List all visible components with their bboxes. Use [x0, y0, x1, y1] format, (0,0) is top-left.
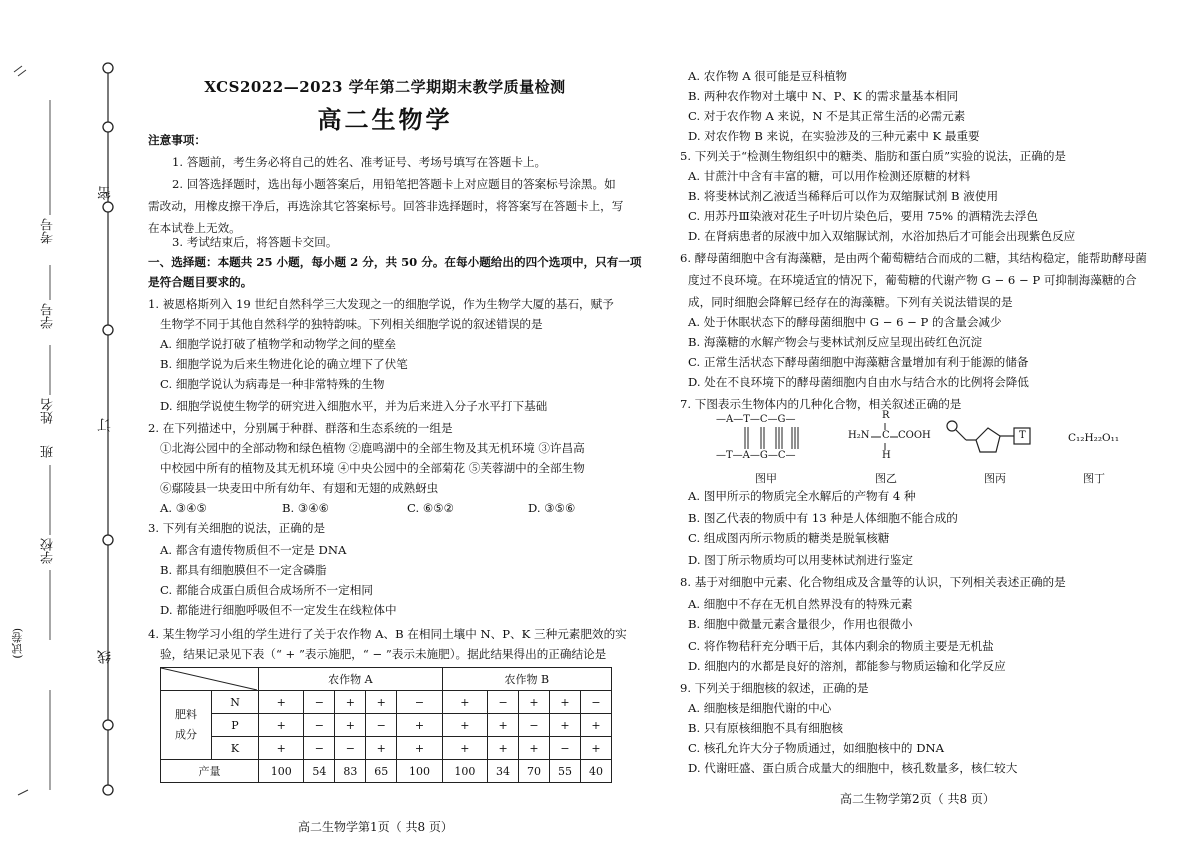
amino-group: H₂N — [848, 430, 870, 441]
q1-option: A. 细胞学说打破了植物学和动物学之间的壁垒 — [160, 337, 397, 351]
margin-mark-bind: 订 — [97, 418, 113, 432]
figure-ding-formula: C₁₂H₂₂O₁₁ — [1068, 432, 1120, 444]
margin-label-student-number: 学号 — [41, 303, 56, 329]
q2-stem: 2. 在下列描述中，分别属于种群、群落和生态系统的一组是 — [148, 421, 453, 435]
q8-option: B. 细胞中微量元素含量很少，作用也很微小 — [688, 617, 913, 631]
notice-line: 在本试卷上无效。 — [148, 221, 241, 235]
crop-b-header: 农作物 B — [442, 668, 611, 691]
page-footer-right: 高二生物学第2页（ 共8 页） — [840, 792, 995, 806]
notice-line: 3. 考试结束后，将答题卡交回。 — [172, 235, 338, 249]
amino-bonds — [848, 410, 928, 466]
q3-option: D. 都能进行细胞呼吸但不一定发生在线粒体中 — [160, 603, 397, 617]
q5-option: B. 将斐林试剂乙液适当稀释后可以作为双缩脲试剂 B 液使用 — [688, 189, 999, 203]
q2-option-b: B. ③④⑥ — [282, 501, 330, 515]
q7-option: B. 图乙代表的物质中有 13 种是人体细胞不能合成的 — [688, 511, 958, 525]
notice-line: 1. 答题前，考生务必将自己的姓名、准考证号、考场号填写在答题卡上。 — [172, 155, 547, 169]
table-cell: − — [488, 691, 519, 714]
page-footer-left: 高二生物学第1页（ 共8 页） — [298, 820, 453, 834]
q7-option: D. 图丁所示物质均可以用斐林试剂进行鉴定 — [688, 553, 913, 567]
element-cell: P — [212, 714, 259, 737]
figure-bing-caption: 图丙 — [984, 472, 1006, 485]
table-cell: 34 — [488, 760, 519, 783]
q4-option: B. 两种农作物对土壤中 N、P、K 的需求量基本相同 — [688, 89, 959, 103]
margin-mark-seal: 密 — [97, 186, 113, 200]
dna-strand-top: —A—T—C—G— — [716, 414, 796, 425]
table-cell: − — [304, 737, 335, 760]
q6-stem: 度过不良环境。在环境适宜的情况下，葡萄糖的代谢产物 G − 6 − P 可抑制海藻糖的合 — [688, 273, 1137, 287]
margin-label-name: 姓名 — [41, 398, 56, 424]
q4-option: A. 农作物 A 很可能是豆科植物 — [688, 69, 848, 83]
q1-stem: 生物学不同于其他自然科学的独特韵味。下列相关细胞学说的叙述错误的是 — [160, 317, 543, 331]
table-cell: + — [549, 691, 580, 714]
q8-option: D. 细胞内的水都是良好的溶剂，都能参与物质运输和化学反应 — [688, 659, 1006, 673]
fertilizer-label-line1: 肥料 — [175, 708, 197, 721]
q3-option: B. 都具有细胞膜但不一定含磷脂 — [160, 563, 327, 577]
q7-stem: 7. 下图表示生物体内的几种化合物，相关叙述正确的是 — [680, 397, 962, 411]
q6-option: A. 处于休眠状态下的酵母菌细胞中 G − 6 − P 的含量会减少 — [688, 315, 1002, 329]
q7-option: C. 组成图丙所示物质的糖类是脱氧核糖 — [688, 531, 890, 545]
table-cell: + — [580, 737, 611, 760]
table-cell: + — [488, 714, 519, 737]
fertilizer-label-line2: 成分 — [175, 728, 197, 741]
table-cell: − — [549, 737, 580, 760]
q8-option: C. 将作物秸秆充分晒干后，其体内剩余的物质主要是无机盐 — [688, 639, 994, 653]
q1-option: C. 细胞学说认为病毒是一种非常特殊的生物 — [160, 377, 385, 391]
notice-heading: 注意事项： — [148, 133, 206, 147]
dna-strand-bottom: —T—A—G—C— — [716, 450, 796, 461]
table-cell: + — [488, 737, 519, 760]
binding-margin — [0, 0, 130, 849]
q1-option: B. 细胞学说为后来生物进化论的确立埋下了伏笔 — [160, 357, 408, 371]
q9-option: C. 核孔允许大分子物质通过，如细胞核中的 DNA — [688, 741, 945, 755]
q6-stem: 成，同时细胞会降解已经存在的海藻糖。下列有关说法错误的是 — [688, 295, 1013, 309]
base-t-label: T — [1019, 430, 1026, 441]
table-cell: + — [442, 691, 487, 714]
q9-option: D. 代谢旺盛、蛋白质合成量大的细胞中，核孔数量多，核仁较大 — [688, 761, 1018, 775]
table-cell: + — [397, 714, 442, 737]
table-cell: + — [519, 691, 550, 714]
table-cell: + — [397, 737, 442, 760]
q2-option-d: D. ③⑤⑥ — [528, 501, 576, 515]
section-heading: 一、选择题：本题共 25 小题，每小题 2 分，共 50 分。在每小题给出的四个选项中，只有一项 — [148, 255, 642, 269]
table-cell: + — [259, 737, 304, 760]
table-cell: + — [442, 714, 487, 737]
figure-bing-nucleotide — [944, 412, 1044, 466]
table-row-n — [161, 691, 612, 714]
q6-option: C. 正常生活状态下酵母菌细胞中海藻糖含量增加有利于能源的储备 — [688, 355, 1029, 369]
table-cell: + — [335, 691, 366, 714]
table-cell: 65 — [366, 760, 397, 783]
q5-stem: 5. 下列关于“检测生物组织中的糖类、脂肪和蛋白质”实验的说法，正确的是 — [680, 149, 1067, 163]
figure-jia-dna — [716, 414, 816, 464]
notice-line: 2. 回答选择题时，选出每小题答案后，用铅笔把答题卡上对应题目的答案标号涂黑。如 — [172, 177, 616, 191]
table-cell: + — [580, 714, 611, 737]
figure-yi-amino-acid — [848, 410, 931, 466]
table-corner-cell — [161, 668, 259, 691]
table-cell: 83 — [335, 760, 366, 783]
table-cell: − — [304, 691, 335, 714]
table-cell: − — [519, 714, 550, 737]
margin-side-note: (试卷) — [11, 628, 24, 659]
q9-option: A. 细胞核是细胞代谢的中心 — [688, 701, 832, 715]
q2-item: ①北海公园中的全部动物和绿色植物 ②鹿鸣湖中的全部生物及其无机环境 ③许昌高 — [160, 441, 585, 455]
subject-title: 高二生物学 — [317, 105, 453, 134]
q7-option: A. 图甲所示的物质完全水解后的产物有 4 种 — [688, 489, 916, 503]
q6-option: B. 海藻糖的水解产物会与斐林试剂反应呈现出砖红色沉淀 — [688, 335, 983, 349]
table-cell: + — [519, 737, 550, 760]
table-cell: 100 — [397, 760, 442, 783]
q2-item: ⑥鄢陵县一块麦田中所有幼年、有翅和无翅的成熟蚜虫 — [160, 481, 439, 495]
q2-option-a: A. ③④⑤ — [160, 501, 207, 515]
q8-stem: 8. 基于对细胞中元素、化合物组成及含量等的认识，下列相关表述正确的是 — [680, 575, 1066, 589]
margin-label-school: 学校 — [41, 538, 56, 564]
q4-stem: 验，结果记录见下表（“ + ”表示施肥，“ − ”表示未施肥）。据此结果得出的正确结论是 — [160, 647, 607, 661]
q6-option: D. 处在不良环境下的酵母菌细胞内自由水与结合水的比例将会降低 — [688, 375, 1029, 389]
margin-label-class: 班 — [41, 445, 56, 458]
fertilizer-label — [161, 691, 212, 760]
figure-ding-caption: 图丁 — [1083, 472, 1105, 485]
crop-a-header: 农作物 A — [259, 668, 443, 691]
table-cell: + — [366, 737, 397, 760]
q6-stem: 6. 酵母菌细胞中含有海藻糖，是由两个葡萄糖结合而成的二糖，其结构稳定，能帮助酵母菌 — [680, 251, 1147, 265]
margin-mark-line: 线 — [97, 650, 113, 664]
table-cell: 55 — [549, 760, 580, 783]
figure-yi-caption: 图乙 — [875, 472, 897, 485]
table-cell: + — [442, 737, 487, 760]
table-cell: 100 — [442, 760, 487, 783]
carboxyl-group: COOH — [898, 430, 931, 441]
table-cell: 40 — [580, 760, 611, 783]
table-cell: 70 — [519, 760, 550, 783]
table-cell: − — [304, 714, 335, 737]
notice-line: 需改动，用橡皮擦干净后，再选涂其它答案标号。回答非选择题时，将答案写在答题卡上，写 — [148, 199, 624, 213]
q9-option: B. 只有原核细胞不具有细胞核 — [688, 721, 844, 735]
q4-option: C. 对于农作物 A 来说，N 不是其正常生活的必需元素 — [688, 109, 966, 123]
table-cell: − — [397, 691, 442, 714]
nucleotide-drawing — [944, 412, 1044, 466]
q2-item: 中校园中所有的植物及其无机环境 ④中央公园中的全部菊花 ⑤芙蓉湖中的全部生物 — [160, 461, 585, 475]
table-cell: + — [259, 691, 304, 714]
table-row-k — [161, 737, 612, 760]
q8-option: A. 细胞中不存在无机自然界没有的特殊元素 — [688, 597, 913, 611]
figure-jia-caption: 图甲 — [755, 472, 777, 485]
exam-title: XCS2022—2023 学年第二学期期末教学质量检测 — [204, 78, 566, 96]
q9-stem: 9. 下列关于细胞核的叙述，正确的是 — [680, 681, 869, 695]
table-row-yield — [161, 760, 612, 783]
q5-option: A. 甘蔗汁中含有丰富的糖，可以用作检测还原糖的材料 — [688, 169, 971, 183]
margin-label-exam-number: 考号 — [41, 218, 56, 244]
table-cell: + — [549, 714, 580, 737]
yield-label: 产量 — [161, 760, 259, 783]
amino-h-atom: H — [882, 450, 891, 461]
q1-option: D. 细胞学说使生物学的研究进入细胞水平，并为后来进入分子水平打下基础 — [160, 399, 548, 413]
table-cell: − — [580, 691, 611, 714]
amino-r-group: R — [882, 410, 890, 421]
q5-option: D. 在肾病患者的尿液中加入双缩脲试剂，水浴加热后才可能会出现紫色反应 — [688, 229, 1076, 243]
element-cell: K — [212, 737, 259, 760]
q3-option: C. 都能合成蛋白质但合成场所不一定相同 — [160, 583, 373, 597]
table-cell: + — [366, 691, 397, 714]
table-cell: 100 — [259, 760, 304, 783]
fertilizer-results-table — [160, 667, 612, 783]
element-cell: N — [212, 691, 259, 714]
table-cell: 54 — [304, 760, 335, 783]
q4-stem: 4. 某生物学习小组的学生进行了关于农作物 A、B 在相同土壤中 N、P、K 三种元素肥效的实 — [148, 627, 627, 641]
table-cell: + — [259, 714, 304, 737]
table-row-p — [161, 714, 612, 737]
q3-stem: 3. 下列有关细胞的说法，正确的是 — [148, 521, 326, 535]
section-heading-cont: 是符合题目要求的。 — [148, 275, 253, 289]
corner-diagonal — [161, 668, 257, 690]
q5-option: C. 用苏丹Ⅲ染液对花生子叶切片染色后，要用 75% 的酒精洗去浮色 — [688, 209, 1038, 223]
q4-option: D. 对农作物 B 来说，在实验涉及的三种元素中 K 最重要 — [688, 129, 980, 143]
table-cell: + — [335, 714, 366, 737]
table-cell: − — [335, 737, 366, 760]
table-cell: − — [366, 714, 397, 737]
q1-stem: 1. 被恩格斯列入 19 世纪自然科学三大发现之一的细胞学说，作为生物学大厦的基石，赋予 — [148, 297, 614, 311]
q2-option-c: C. ⑥⑤② — [407, 501, 455, 515]
alpha-carbon: C — [882, 430, 890, 441]
q3-option: A. 都含有遗传物质但不一定是 DNA — [160, 543, 347, 557]
